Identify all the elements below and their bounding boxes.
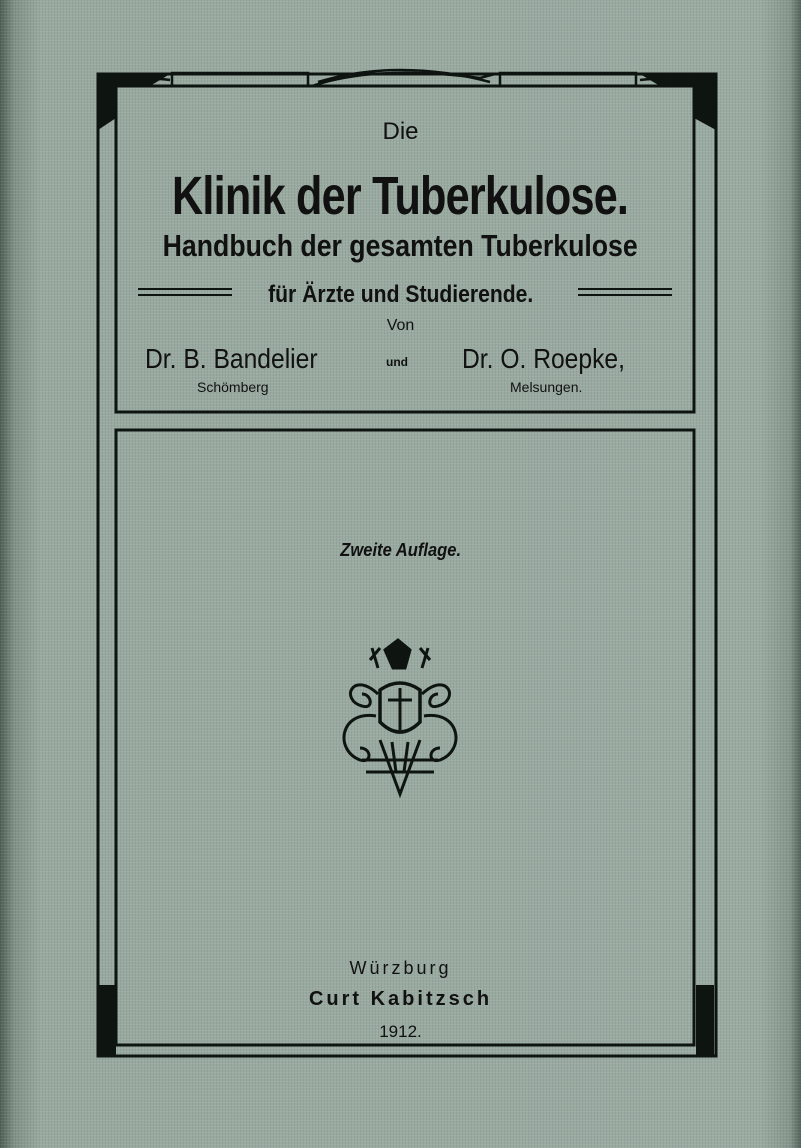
- subtitle-line-1: [0, 228, 801, 264]
- author-2-name-text: Dr. O. Roepke,: [462, 343, 625, 374]
- book-title: [0, 165, 801, 227]
- author-1-name: [145, 343, 341, 375]
- author-conjunction: und: [386, 355, 408, 369]
- heraldic-crest-icon: [344, 640, 456, 794]
- edition-label-text: Zweite Auflage.: [340, 540, 461, 560]
- subtitle-line-2: [0, 281, 801, 309]
- author-1-place: Schömberg: [197, 379, 269, 395]
- publisher-city: Würzburg: [349, 958, 452, 978]
- title-article: [0, 118, 801, 146]
- author-2-place: Melsungen.: [510, 379, 583, 395]
- by-label: [0, 317, 801, 335]
- by-label-text: Von: [386, 317, 415, 334]
- book-title-text: Klinik der Tuberkulose.: [172, 166, 629, 226]
- author-2-name: [462, 343, 647, 375]
- author-1-name-text: Dr. B. Bandelier: [145, 343, 318, 374]
- subtitle-line-1-text: Handbuch der gesamten Tuberkulose: [162, 228, 639, 263]
- publication-year: 1912.: [379, 1022, 422, 1041]
- subtitle-line-2-text: für Ärzte und Studierende.: [267, 281, 534, 308]
- title-article-text: Die: [382, 118, 419, 145]
- edition-label: [0, 540, 801, 561]
- publisher-name: Curt Kabitzsch: [308, 988, 493, 1010]
